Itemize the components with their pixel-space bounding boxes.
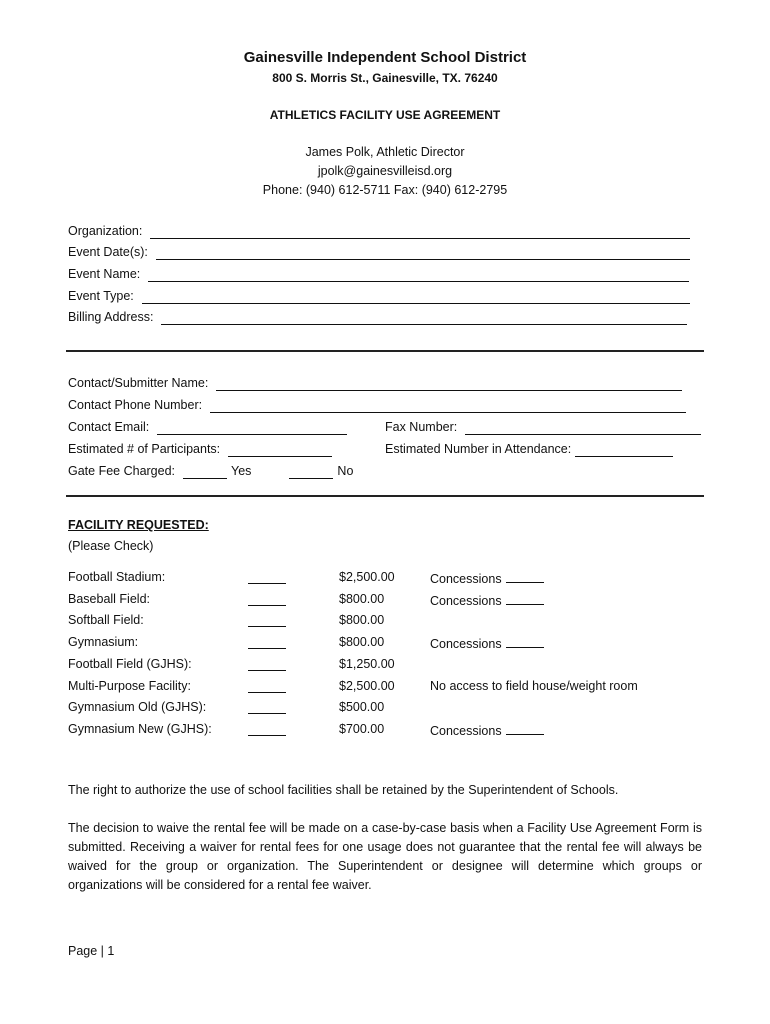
facility-concessions [430, 722, 544, 738]
event-dates-row [68, 242, 690, 260]
organization-field[interactable] [150, 225, 690, 239]
facility-row [68, 679, 708, 697]
submitter-row [68, 373, 682, 391]
district-title: Gainesville Independent School District [243, 49, 527, 66]
facility-row [68, 657, 708, 675]
facility-price: $800.00 [339, 613, 385, 627]
facility-concessions [430, 592, 544, 608]
facility-price: $800.00 [339, 592, 385, 606]
contact-email-row [68, 417, 347, 435]
gate-fee-no-label: No [337, 464, 354, 478]
submitter-label: Contact/Submitter Name: [68, 376, 209, 390]
concessions-field[interactable] [506, 635, 544, 648]
participants-field[interactable] [228, 443, 332, 457]
facility-name: Baseball Field: [68, 592, 150, 606]
gate-fee-yes-label: Yes [231, 464, 252, 478]
facility-price: $1,250.00 [339, 657, 395, 671]
facility-row [68, 722, 708, 740]
facility-row [68, 700, 708, 718]
facility-name: Multi-Purpose Facility: [68, 679, 191, 693]
facility-concessions [430, 570, 544, 586]
section-divider [66, 350, 704, 352]
contact-phone-field[interactable] [210, 399, 686, 413]
authority-paragraph: The right to authorize the use of school facilities shall be retained by the Superintendent of Schools. [68, 783, 619, 797]
facility-name: Football Stadium: [68, 570, 166, 584]
event-dates-label: Event Date(s): [68, 245, 148, 259]
participants-row [68, 439, 332, 457]
billing-address-field[interactable] [161, 311, 687, 325]
event-name-row [68, 264, 689, 282]
gate-fee-yes-field[interactable] [183, 465, 227, 479]
concessions-field[interactable] [506, 570, 544, 583]
concessions-field[interactable] [506, 592, 544, 605]
event-name-field[interactable] [148, 268, 689, 282]
director-phone-fax: Phone: (940) 612-5711 Fax: (940) 612-2795 [262, 183, 508, 197]
fax-field[interactable] [465, 421, 701, 435]
attendance-field[interactable] [575, 443, 673, 457]
facility-check-field[interactable] [248, 735, 286, 736]
contact-email-field[interactable] [157, 421, 347, 435]
waiver-paragraph: The decision to waive the rental fee will be made on a case-by-case basis when a Facility Use Agreement Form is submitted. Receiving a waiver for rental fees for one usage does not guarantee that the rental fee will always be waived for the group or organization. The Superintendent or designee will determine which groups or organizations will be considered for a rental fee waiver. [68, 821, 702, 892]
facility-name: Football Field (GJHS): [68, 657, 192, 671]
contact-phone-label: Contact Phone Number: [68, 398, 203, 412]
facility-row [68, 592, 708, 610]
facility-check-field[interactable] [248, 670, 286, 671]
contact-phone-row [68, 395, 686, 413]
fax-row [385, 417, 701, 435]
facility-name: Gymnasium: [68, 635, 139, 649]
gate-fee-row [68, 461, 353, 479]
form-title: ATHLETICS FACILITY USE AGREEMENT [269, 108, 501, 122]
concessions-label: Concessions [430, 594, 502, 608]
gate-fee-no-field[interactable] [289, 465, 333, 479]
facility-check-field[interactable] [248, 605, 286, 606]
facility-row [68, 570, 708, 588]
facility-name: Gymnasium Old (GJHS): [68, 700, 207, 714]
facility-row [68, 635, 708, 653]
facility-check-field[interactable] [248, 713, 286, 714]
director-email: jpolk@gainesvilleisd.org [317, 164, 453, 178]
facility-price: $2,500.00 [339, 679, 395, 693]
district-address: 800 S. Morris St., Gainesville, TX. 76240 [272, 71, 498, 85]
facility-check-field[interactable] [248, 626, 286, 627]
facility-note-text: No access to field house/weight room [430, 679, 638, 693]
gate-fee-label: Gate Fee Charged: [68, 464, 176, 478]
facility-price: $2,500.00 [339, 570, 395, 584]
facility-row [68, 613, 708, 631]
event-name-label: Event Name: [68, 267, 141, 281]
organization-label: Organization: [68, 224, 143, 238]
facility-heading: FACILITY REQUESTED: [68, 518, 209, 532]
attendance-row [385, 439, 673, 457]
concessions-label: Concessions [430, 637, 502, 651]
event-type-field[interactable] [142, 290, 690, 304]
facility-price: $500.00 [339, 700, 385, 714]
concessions-label: Concessions [430, 572, 502, 586]
facility-name: Gymnasium New (GJHS): [68, 722, 212, 736]
fax-label: Fax Number: [385, 420, 458, 434]
facility-check-field[interactable] [248, 583, 286, 584]
event-dates-field[interactable] [156, 246, 690, 260]
participants-label: Estimated # of Participants: [68, 442, 221, 456]
attendance-label: Estimated Number in Attendance: [385, 442, 572, 456]
facility-check-field[interactable] [248, 692, 286, 693]
concessions-field[interactable] [506, 722, 544, 735]
submitter-field[interactable] [216, 377, 682, 391]
contact-email-label: Contact Email: [68, 420, 150, 434]
billing-address-row [68, 307, 687, 325]
concessions-label: Concessions [430, 724, 502, 738]
facility-price: $700.00 [339, 722, 385, 736]
facility-concessions [430, 635, 544, 651]
page-number: Page | 1 [68, 944, 115, 958]
facility-name: Softball Field: [68, 613, 144, 627]
billing-address-label: Billing Address: [68, 310, 154, 324]
facility-price: $800.00 [339, 635, 385, 649]
section-divider [66, 495, 704, 497]
facility-note: (Please Check) [68, 539, 154, 553]
organization-row [68, 221, 690, 239]
event-type-row [68, 286, 690, 304]
event-type-label: Event Type: [68, 289, 134, 303]
director-name: James Polk, Athletic Director [305, 145, 465, 159]
facility-check-field[interactable] [248, 648, 286, 649]
